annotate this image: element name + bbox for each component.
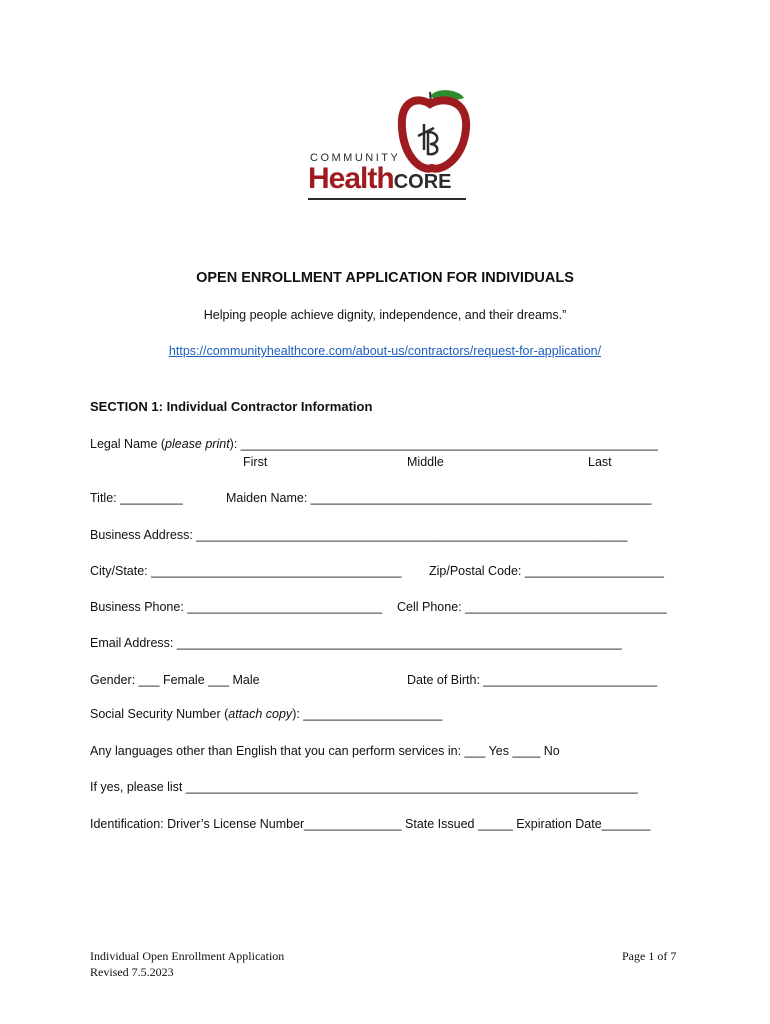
ssn-italic: attach copy xyxy=(228,707,293,721)
page-title: OPEN ENROLLMENT APPLICATION FOR INDIVIDUALS xyxy=(196,270,574,286)
tagline: Helping people achieve dignity, independence, and their dreams.” xyxy=(203,308,567,322)
email-field[interactable]: Email Address: ________________________________________________________________ xyxy=(90,636,622,650)
legal-name-field[interactable] xyxy=(90,437,658,451)
ssn-label: Social Security Number ( xyxy=(90,707,229,721)
logo-underline xyxy=(308,198,466,200)
zip-field[interactable]: Zip/Postal Code: ____________________ xyxy=(429,564,664,578)
ssn-line: ): ____________________ xyxy=(292,707,443,721)
maiden-name-field[interactable]: Maiden Name: _________________________________________________ xyxy=(226,491,652,505)
footer-doc-name: Individual Open Enrollment Application xyxy=(90,949,285,963)
legal-name-line: ): ____________________________________________________________ xyxy=(229,437,658,451)
city-state-field[interactable]: City/State: ____________________________________ xyxy=(90,564,402,578)
name-first-caption: First xyxy=(243,455,268,469)
ssn-field[interactable] xyxy=(90,707,442,721)
gender-field[interactable]: Gender: ___ Female ___ Male xyxy=(90,673,260,687)
footer-page-number: Page 1 of 7 xyxy=(622,949,677,963)
legal-name-italic: please print xyxy=(165,437,230,451)
business-address-field[interactable]: Business Address: ______________________________________________________________ xyxy=(90,528,628,542)
logo-community-text: COMMUNITY xyxy=(310,152,401,164)
dob-field[interactable]: Date of Birth: _________________________ xyxy=(407,673,658,687)
title-field[interactable]: Title: _________ xyxy=(90,491,183,505)
name-last-caption: Last xyxy=(588,455,612,469)
logo-health-text: HealthCORE xyxy=(308,162,452,195)
name-middle-caption: Middle xyxy=(407,455,444,469)
languages-list-field[interactable]: If yes, please list _________________________________________________________________ xyxy=(90,780,638,794)
identification-field[interactable]: Identification: Driver’s License Number______________ State Issued _____ Expiration Date_______ xyxy=(90,817,651,831)
logo-core-text: CORE xyxy=(393,171,452,193)
cell-phone-field[interactable]: Cell Phone: _____________________________ xyxy=(397,600,667,614)
business-phone-field[interactable]: Business Phone: ____________________________ xyxy=(90,600,382,614)
languages-field[interactable]: Any languages other than English that you can perform services in: ___ Yes ____ No xyxy=(90,744,560,758)
application-link[interactable]: https://communityhealthcore.com/about-us/contractors/request-for-application/ xyxy=(168,344,602,358)
legal-name-label: Legal Name ( xyxy=(90,437,166,451)
community-healthcore-logo xyxy=(300,88,475,206)
footer-revised: Revised 7.5.2023 xyxy=(90,965,174,979)
section-1-heading: SECTION 1: Individual Contractor Information xyxy=(90,399,373,414)
